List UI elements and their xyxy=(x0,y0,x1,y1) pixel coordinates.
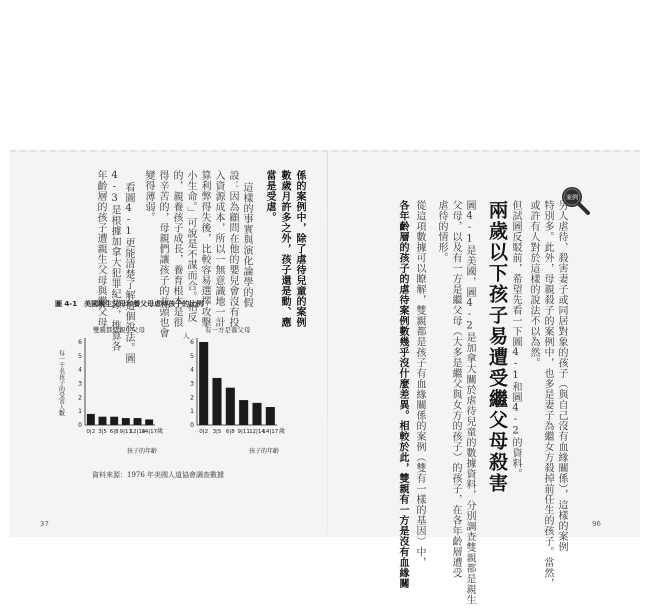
chart-0-ytick-4: 4 xyxy=(78,366,82,374)
chart-0-unit: 歲 xyxy=(157,428,164,435)
chart-0-xlabel: 孩子的年齡 xyxy=(127,448,158,455)
chart-1-bar-0 xyxy=(199,342,208,425)
chart-1-bar-5 xyxy=(266,407,275,425)
chart-1-ytick-1: 1 xyxy=(190,408,194,416)
figure-source: 資料來源：1976 年美國人道協會調查數據 xyxy=(92,471,225,479)
left-para-11: 年齡層的孩子遭親生父母與繼父母 xyxy=(95,170,106,328)
left-para-8: 變得薄弱。 xyxy=(143,170,154,223)
left-bold-3: 當是受虐。 xyxy=(264,170,275,223)
chart-1-ytick-2: 2 xyxy=(190,394,194,402)
chart-1-bar-1 xyxy=(212,378,221,425)
right-para-6: 父母，以及有一方是繼父母（大多是繼父與女方的孩子）的孩子，在各年齡層遭受 xyxy=(450,200,461,578)
left-para-4: 算利弊得失後，比較容易選擇攻擊 xyxy=(199,170,210,328)
figure-4-1-chart xyxy=(55,310,295,470)
left-bold-1: 係的案例中，除了虐待兒童的案例 xyxy=(294,170,305,328)
right-para-2: 特別多。此外，母親殺子的案例中，也多是妻子為繼女方殺掉前任生的孩子。當然， xyxy=(542,200,553,589)
chart-1-xtick-1: 3|5 xyxy=(212,429,222,435)
chart-0-ytick-1: 1 xyxy=(78,408,82,416)
chart-0-bar-4 xyxy=(134,418,142,425)
section-title: 兩歲以下孩子易遭受繼父母殺害 xyxy=(486,200,508,494)
chart-0-xtick-5: 14|17 xyxy=(141,429,158,435)
chart-1-xtick-0: 0|2 xyxy=(199,429,209,435)
left-bold-2: 數歲月許多之外，孩子還是動、應 xyxy=(279,170,290,328)
right-para-3: 或許有人對於這樣的說法不以為然。 xyxy=(528,200,539,368)
chart-0-xtick-0: 0|2 xyxy=(86,429,96,435)
right-para-8: 從這項數據可以瞭解，雙親都是孩子有血緣關係的案例（雙有一樣的基因）中， xyxy=(414,200,425,568)
chart-0-bar-5 xyxy=(145,419,153,425)
chart-1-xlabel: 孩子的年齡 xyxy=(249,448,280,455)
chart-0-bar-0 xyxy=(87,414,95,425)
chart-1-ytick-6: 6 xyxy=(190,339,194,346)
right-para-1: 另人虐待、殺害妻子或同居對象的孩子（與自己沒有血緣關係），這樣的案例 xyxy=(556,200,567,552)
chart-0-xtick-2: 6|8 xyxy=(109,429,119,435)
chart-1-ylabel: 人 xyxy=(183,332,190,340)
book-gutter xyxy=(327,150,328,535)
chart-1-bar-2 xyxy=(226,388,235,425)
chart-0-ytick-2: 2 xyxy=(78,394,82,402)
figure-title: 圖 4-1 美國親生父母和養父母虐待孩子的比例 xyxy=(55,300,204,308)
chart-1-bar-3 xyxy=(239,400,248,425)
chart-0-title: 雙親都是親生父母 xyxy=(93,326,145,334)
chart-0-ytick-0: 0 xyxy=(78,422,82,429)
left-para-3: 入資源成本，所以一無意識地一計 xyxy=(213,170,224,328)
chart-0-bar-2 xyxy=(110,417,118,425)
chart-1-title: 有一方是養父母 xyxy=(205,326,251,334)
chart-1-ytick-3: 3 xyxy=(190,380,194,388)
right-para-9: 各年齡層的孩子的虐待案例數幾乎沒什麼差異。相較於此，雙親有一方是沒有血緣關 xyxy=(397,200,408,589)
chart-1-xtick-4: 12|14 xyxy=(249,429,265,435)
chart-1-xtick-5: 14|17 xyxy=(262,429,279,435)
right-para-4: 但試圖反駁前，希望先看一下圖4-1和圖4-2的資料。 xyxy=(510,200,521,479)
chart-0-xtick-3: 9|11 xyxy=(119,429,133,435)
chart-0-ytick-6: 6 xyxy=(78,339,82,346)
chart-0-ytick-3: 3 xyxy=(78,380,82,388)
chart-1-ytick-4: 4 xyxy=(190,366,194,374)
right-para-5: 圖4-1是美國，圖4-2是加拿大關於虐待兒童的數據資料，分別調查雙親都是親生 xyxy=(464,200,475,605)
chart-1-xtick-2: 6|8 xyxy=(225,429,235,435)
left-para-10: 4-3是根據加拿大犯罪紀錄，推算各 xyxy=(109,170,120,352)
chart-1-ytick-0: 0 xyxy=(190,422,194,429)
left-page-number: 37 xyxy=(40,520,49,528)
chart-1-bar-4 xyxy=(252,403,261,425)
left-para-1: 這樣的事實與演化論學的假 xyxy=(241,182,252,308)
tag-label: 案例 xyxy=(565,194,579,202)
left-para-9: 看圖4-1更能清楚了解這個說法。圖 xyxy=(123,182,134,364)
chart-1-unit: 歲 xyxy=(279,428,286,435)
chart-1-xtick-3: 9|11 xyxy=(237,429,250,435)
chart-0-xtick-1: 3|5 xyxy=(98,429,107,435)
left-para-7: 得辛苦的，母親們讓孩子的益頭也會 xyxy=(157,170,168,338)
right-para-7: 虐待的情形。 xyxy=(436,200,447,263)
chart-0-ylabel: 每一千名孩子的受害人數 xyxy=(57,350,65,416)
chart-0-bar-3 xyxy=(122,418,130,425)
chart-0-xtick-4: 12|14 xyxy=(129,429,146,435)
chart-0-ytick-5: 5 xyxy=(78,352,82,360)
right-page-number: 96 xyxy=(592,520,601,528)
left-para-5: 小生命。」可說是不謀而合。相反 xyxy=(185,170,196,323)
chart-0-bar-1 xyxy=(99,417,107,425)
left-para-2: 設：因為顧問在他的嬰兒會沒有投 xyxy=(227,170,238,328)
left-para-6: 的，親養孩子成長，養育根本是很 xyxy=(171,170,182,328)
chart-1-ytick-5: 5 xyxy=(190,352,194,360)
